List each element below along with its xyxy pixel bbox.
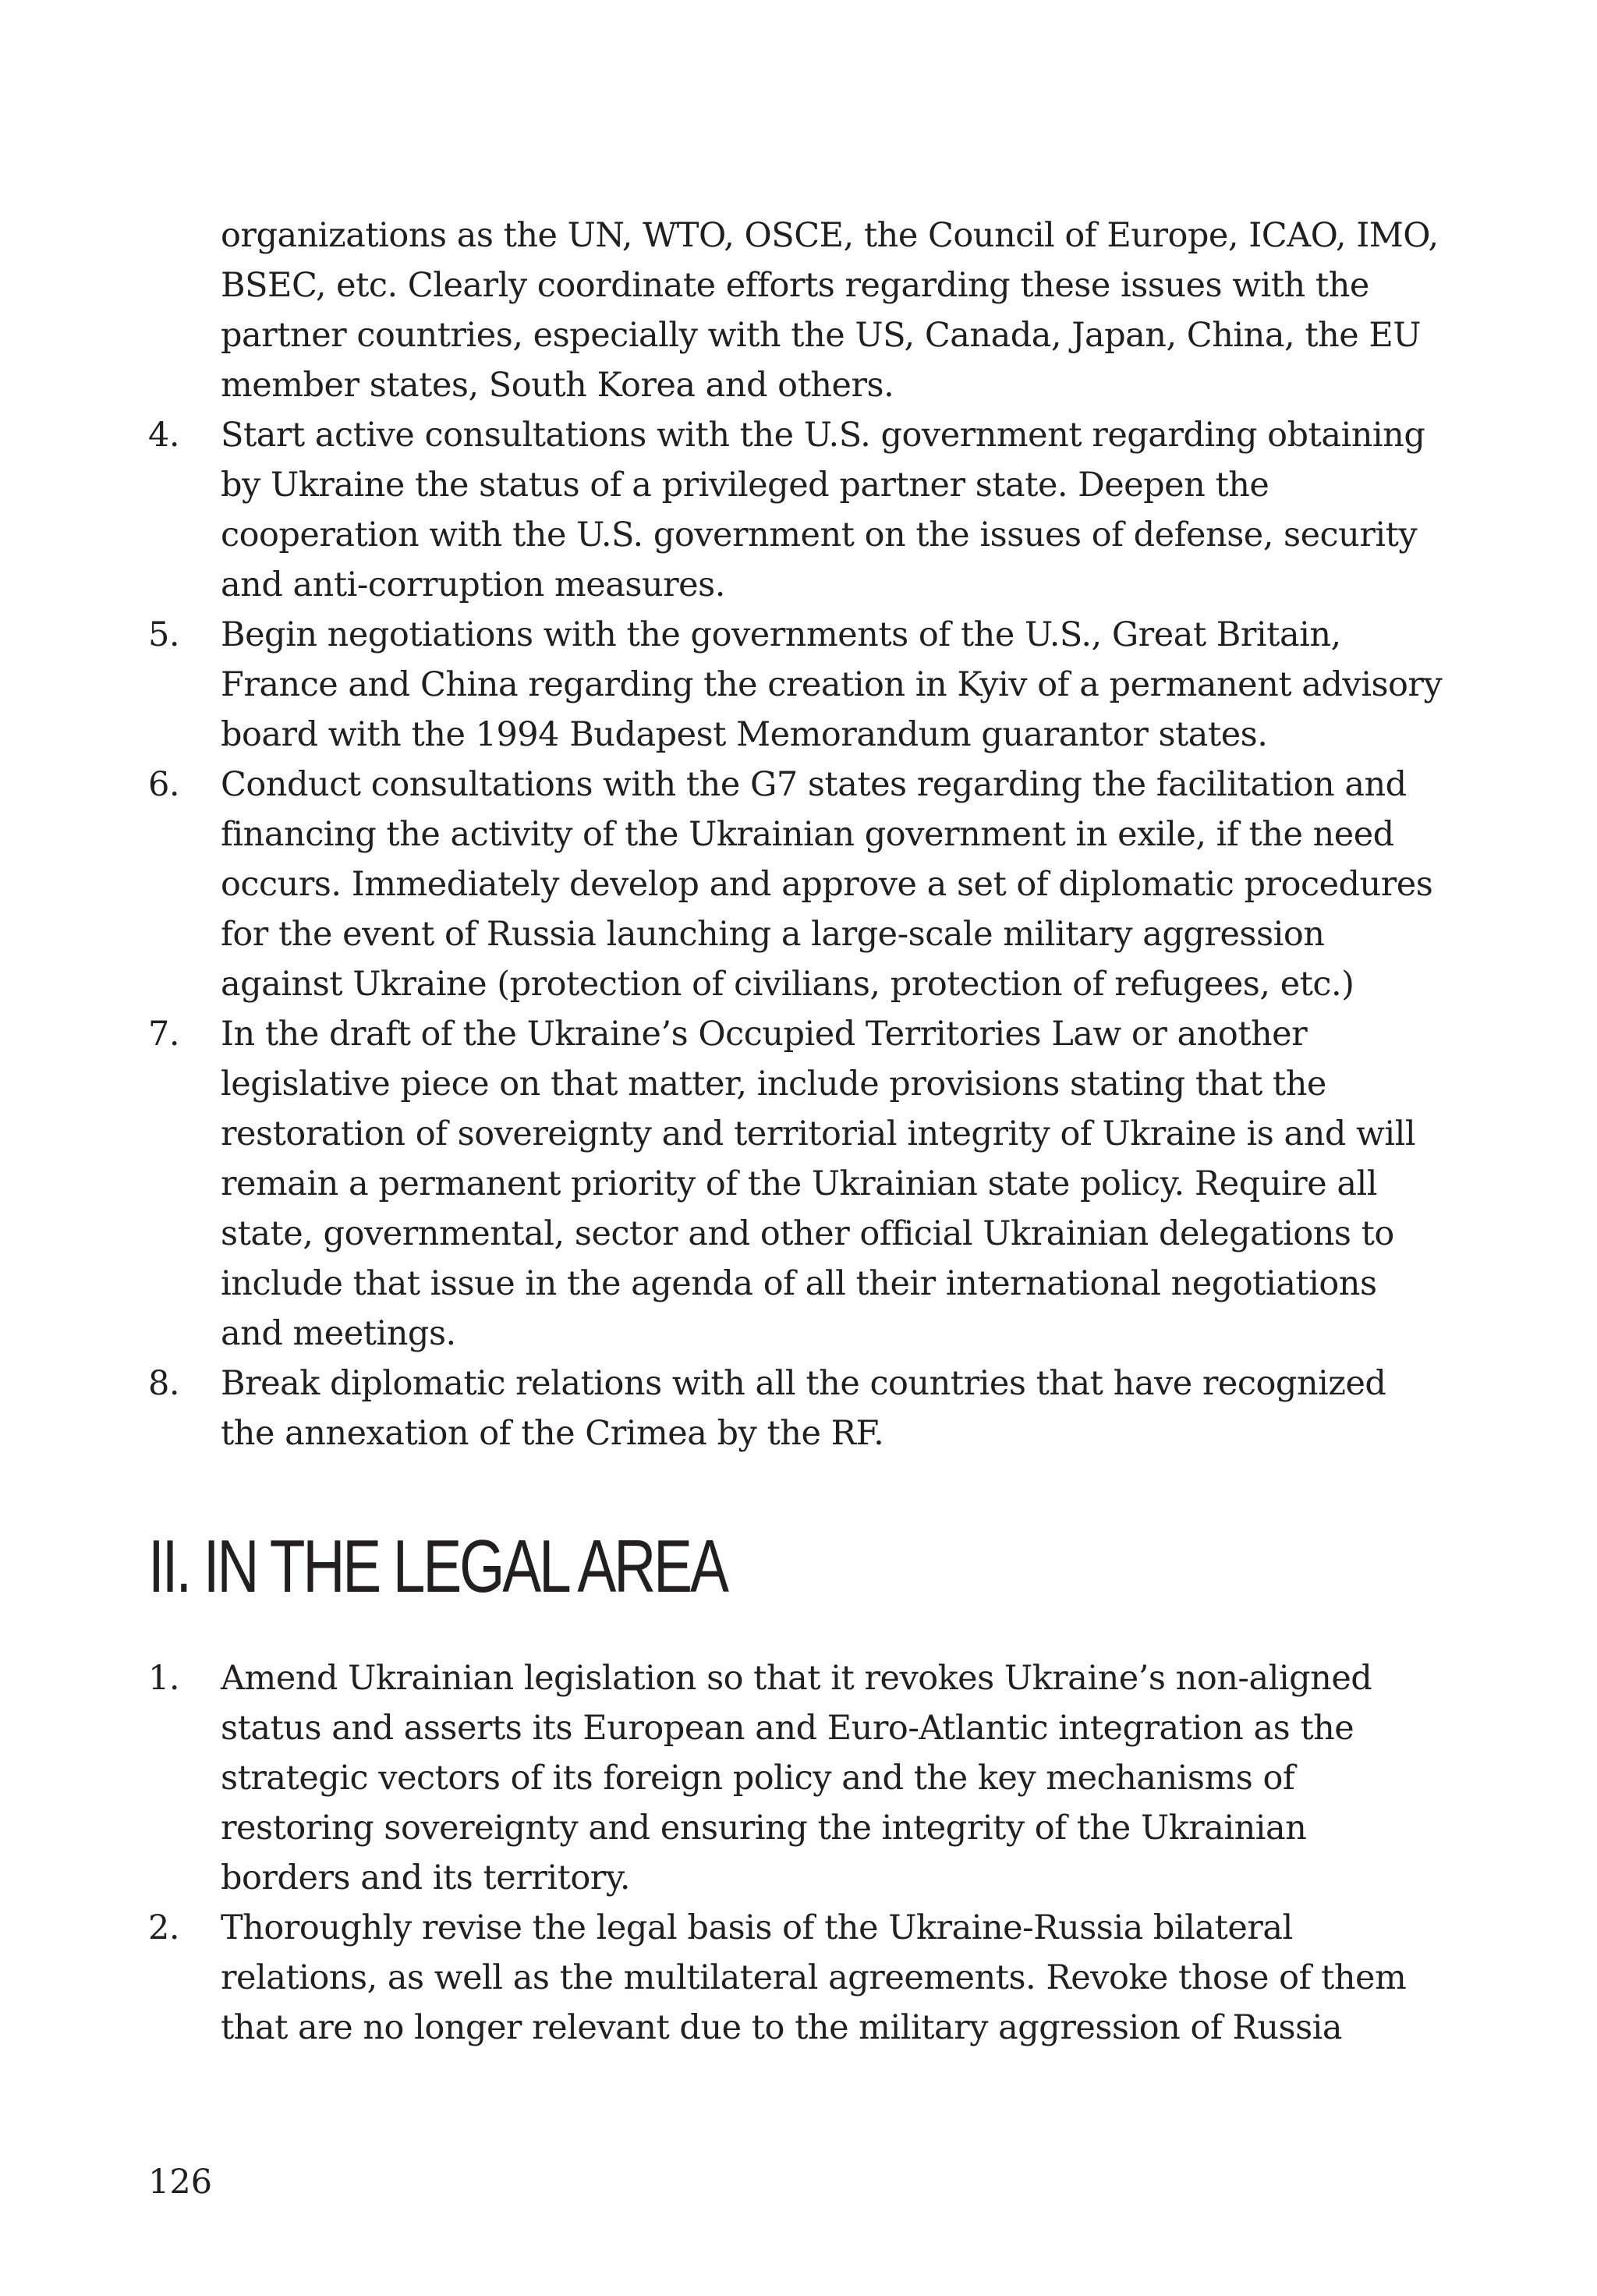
list-item [148, 410, 1443, 610]
list-item-number: 8. [148, 1364, 180, 1403]
list-item-number: 6. [148, 765, 180, 804]
list-item-number: 7. [148, 1015, 180, 1054]
list-item [148, 1359, 1443, 1458]
list-item-text: Amend Ukrainian legislation so that it revokes Ukraine’s non-aligned status and asserts its European and Euro-Atlantic integration as the strategic vectors of its foreign policy and the key mechanisms of restoring sovereignty and ensuring the integrity of the Ukrainian borders and its territory. [221, 1659, 1372, 1897]
list-item [148, 1653, 1443, 1903]
list-item-text: In the draft of the Ukraine’s Occupied Territories Law or another legislative piece on that matter, include provisions stating that the restoration of sovereignty and territorial integrity of Ukraine is and will remain a permanent priority of the Ukrainian state policy. Require all state, governmental, sector and other official Ukrainian delegations to include that issue in the agenda of all their international negotiations and meetings. [221, 1015, 1416, 1353]
list-item-text: Break diplomatic relations with all the countries that have recognized the annexation of the Crimea by the RF. [221, 1364, 1386, 1453]
list-item [148, 211, 1443, 410]
list-item [148, 610, 1443, 760]
list-item-text: Conduct consultations with the G7 states regarding the facilitation and financing the activity of the Ukrainian government in exile, if the need occurs. Immediately develop and approve a set of diplomatic procedures for the event of Russia launching a large-scale military aggression against Ukraine (protection of civilians, protection of refugees, etc.) [221, 765, 1433, 1004]
section-heading: II. IN THE LEGAL AREA [148, 1525, 727, 1608]
list-item [148, 1903, 1443, 2053]
list-item-number: 2. [148, 1908, 180, 1947]
list-item-number: 4. [148, 416, 180, 455]
list-item-text: Start active consultations with the U.S. government regarding obtaining by Ukraine the status of a privileged partner state. Deepen the cooperation with the U.S. government on the issues of defense, security and anti-corruption measures. [221, 416, 1425, 604]
list-item-text: Thoroughly revise the legal basis of the Ukraine-Russia bilateral relations, as well as the multilateral agreements. Revoke those of them that are no longer relevant due to the military aggression of Russia [221, 1908, 1407, 2047]
list-item [148, 1009, 1443, 1359]
legal-area-list [148, 1653, 1443, 2053]
list-item-text: Begin negotiations with the governments of the U.S., Great Britain, France and China regarding the creation in Kyiv of a permanent advisory board with the 1994 Budapest Memorandum guarantor states. [221, 615, 1443, 754]
list-item [148, 760, 1443, 1009]
page-number: 126 [148, 2163, 213, 2202]
foreign-policy-list [148, 211, 1443, 1458]
list-item-text: organizations as the UN, WTO, OSCE, the Council of Europe, ICAO, IMO, BSEC, etc. Clearly coordinate efforts regarding these issues with the partner countries, especially with the US, Canada, Japan, China, the EU member states, South Korea and others. [221, 216, 1439, 405]
list-item-number: 5. [148, 615, 180, 654]
list-item-number: 1. [148, 1659, 180, 1698]
